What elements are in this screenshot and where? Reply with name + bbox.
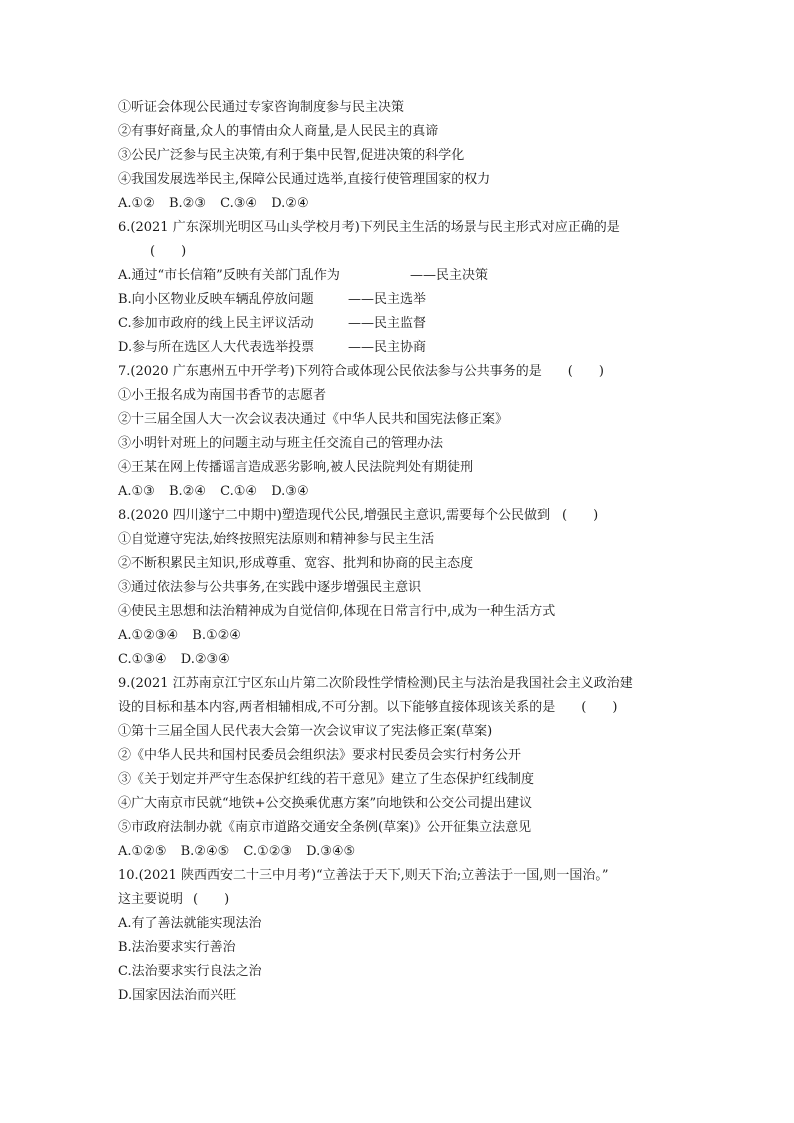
option-a: A.①②⑤ [118, 844, 167, 859]
statement: ④广大南京市民就“地铁+公交换乘优惠方案”向地铁和公交公司提出建议 [118, 796, 533, 811]
choice-row [118, 288, 678, 312]
option-d: D.③④ [271, 484, 309, 499]
choice-b: B.法治要求实行善治 [118, 940, 236, 955]
question-stem-cont [118, 888, 678, 912]
option-c: C.③④ [220, 196, 258, 211]
option-d: D.②③④ [180, 652, 230, 667]
answer-bracket: ( ) [193, 892, 230, 907]
answer-options [118, 840, 678, 864]
answer-options [118, 624, 678, 648]
choice-a-form: ——民主决策 [410, 268, 489, 283]
choice-c: C.法治要求实行良法之治 [118, 964, 262, 979]
option-d: D.③④⑤ [306, 844, 356, 859]
statement: ②《中华人民共和国村民委员会组织法》要求村民委员会实行村务公开 [118, 748, 522, 763]
option-b: B.②④⑤ [180, 844, 230, 859]
option-b: B.①②④ [192, 628, 241, 643]
statement: ②不断积累民主知识,形成尊重、宽容、批判和协商的民主态度 [118, 556, 474, 571]
question-text: 8.(2020 四川遂宁二中期中)塑造现代公民,增强民主意识,需要每个公民做到 [118, 508, 551, 523]
statement: ③《关于划定并严守生态保护红线的若干意见》建立了生态保护红线制度 [118, 772, 535, 787]
choice-d: D.国家因法治而兴旺 [118, 988, 237, 1003]
statement: ③小明针对班上的问题主动与班主任交流自己的管理办法 [118, 436, 444, 451]
question-stem-cont [118, 696, 678, 720]
statement: ④王某在网上传播谣言造成恶劣影响,被人民法院判处有期徒刑 [118, 460, 474, 475]
question-text: 这主要说明 [118, 892, 184, 907]
choice-b-form: ——民主选举 [348, 292, 427, 307]
statement: ①听证会体现公民通过专家咨询制度参与民主决策 [118, 100, 405, 115]
choice-row [118, 264, 678, 288]
option-b: B.②④ [168, 484, 206, 499]
answer-bracket: ( ) [150, 244, 187, 259]
statement: ④我国发展选举民主,保障公民通过选举,直接行使管理国家的权力 [118, 172, 491, 187]
choice-d-form: ——民主协商 [348, 340, 427, 355]
option-d: D.②④ [271, 196, 309, 211]
answer-options [118, 480, 678, 504]
statement: ①小王报名成为南国书香节的志愿者 [118, 388, 327, 403]
option-c: C.①④ [220, 484, 258, 499]
statement: ③通过依法参与公共事务,在实践中逐步增强民主意识 [118, 580, 422, 595]
option-b: B.②③ [168, 196, 206, 211]
choice-a: A.有了善法就能实现法治 [118, 916, 262, 931]
option-c: C.①②③ [243, 844, 293, 859]
question-text: 设的目标和基本内容,两者相辅相成,不可分割。以下能够直接体现该关系的是 [118, 700, 556, 715]
choice-b: B.向小区物业反映车辆乱停放问题 [118, 292, 314, 307]
choice-c: C.参加市政府的线上民主评议活动 [118, 316, 314, 331]
question-list [118, 96, 678, 1008]
choice-c-form: ——民主监督 [348, 316, 427, 331]
question-stem: 6.(2021 广东深圳光明区马山头学校月考)下列民主生活的场景与民主形式对应正确的是 [118, 220, 620, 235]
choice-a: A.通过“市长信箱”反映有关部门乱作为 [118, 268, 340, 283]
choice-row [118, 312, 678, 336]
statement: ⑤市政府法制办就《南京市道路交通安全条例(草案)》公开征集立法意见 [118, 820, 532, 835]
question-stem: 9.(2021 江苏南京江宁区东山片第二次阶段性学情检测)民主与法治是我国社会主义政治建 [118, 676, 633, 691]
statement: ①自觉遵守宪法,始终按照宪法原则和精神参与民主生活 [118, 532, 435, 547]
statement: ②十三届全国人大一次会议表决通过《中华人民共和国宪法修正案》 [118, 412, 509, 427]
answer-bracket: ( ) [562, 508, 599, 523]
answer-options [118, 192, 678, 216]
option-a: A.①② [118, 196, 155, 211]
question-stem [118, 360, 678, 384]
answer-bracket: ( ) [567, 364, 604, 379]
question-stem: 10.(2021 陕西西安二十三中月考)“立善法于天下,则天下治;立善法于一国,则一国治。” [118, 868, 609, 883]
answer-options [118, 648, 678, 672]
statement: ④使民主思想和法治精神成为自觉信仰,体现在日常言行中,成为一种生活方式 [118, 604, 556, 619]
choice-row [118, 336, 678, 360]
question-text: 7.(2020 广东惠州五中开学考)下列符合或体现公民依法参与公共事务的是 [118, 364, 542, 379]
choice-d: D.参与所在选区人大代表选举投票 [118, 340, 315, 355]
option-a: A.①③ [118, 484, 155, 499]
option-c: C.①③④ [118, 652, 167, 667]
statement: ③公民广泛参与民主决策,有利于集中民智,促进决策的科学化 [118, 148, 465, 163]
question-stem [118, 504, 678, 528]
statement: ①第十三届全国人民代表大会第一次会议审议了宪法修正案(草案) [118, 724, 493, 739]
option-a: A.①②③④ [118, 628, 179, 643]
statement: ②有事好商量,众人的事情由众人商量,是人民民主的真谛 [118, 124, 439, 139]
answer-bracket: ( ) [581, 700, 618, 715]
